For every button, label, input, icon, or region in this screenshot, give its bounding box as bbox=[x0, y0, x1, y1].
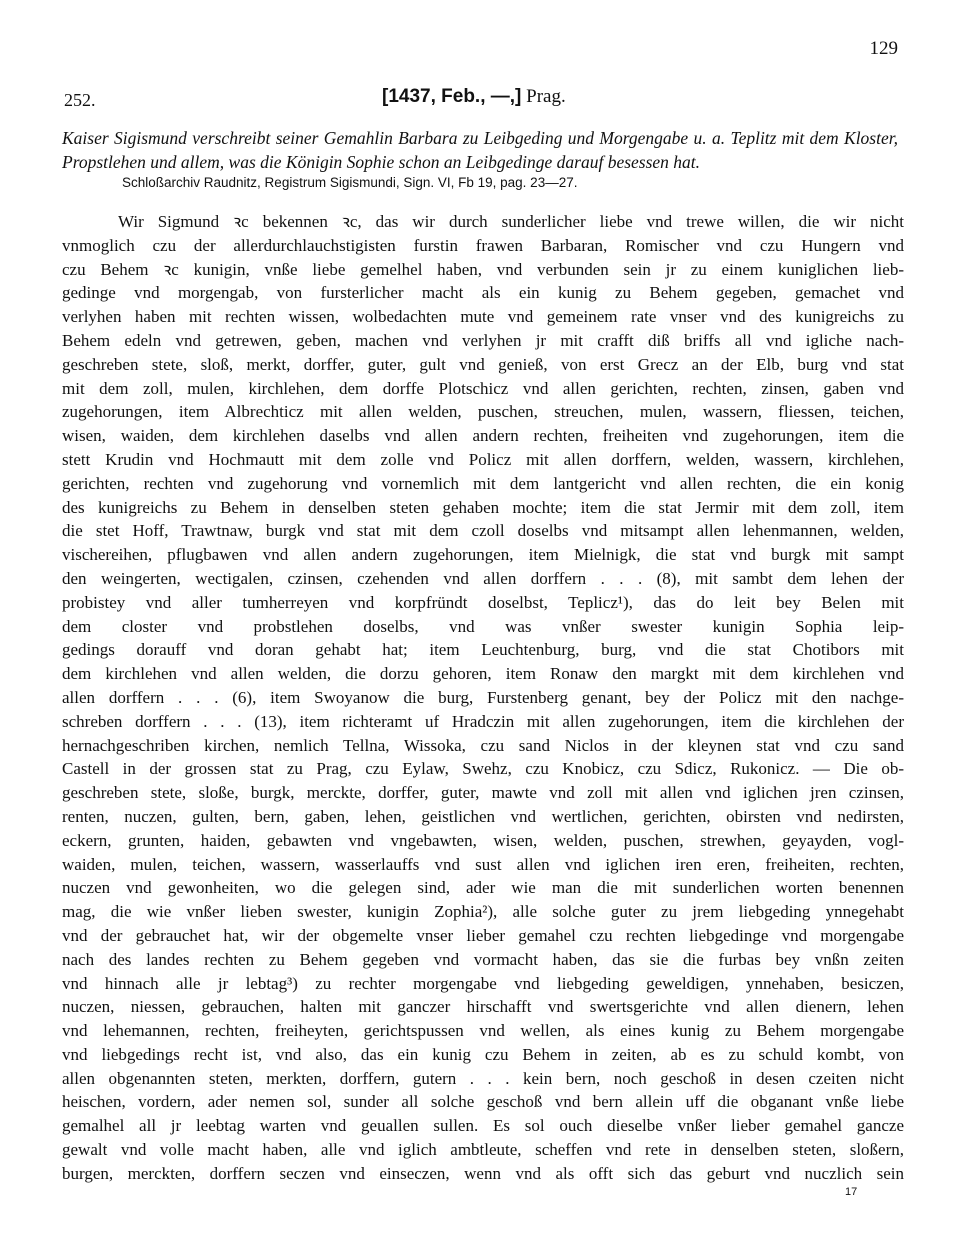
document-number: 252. bbox=[64, 90, 96, 110]
text-line: heischen, vordern, ader nemen sol, sunder all solche geschoß vnd bern allein uff die obganant vnße liebe bbox=[62, 1092, 904, 1112]
text-line: geschreben stete, sloß, merkt, dorffer, guter, gult vnd genieß, von erst Grecz an der Elb, burg vnd stat bbox=[62, 354, 904, 374]
text-line: allen obgenannten steten, merkten, dorffern, gutern . . . kein bern, noch geschoß in desen czeiten nicht bbox=[62, 1068, 904, 1088]
signature-mark: 17 bbox=[845, 1186, 858, 1198]
text-line: den weingerten, wectigalen, czinsen, czehenden vnd allen dorffern . . . (8), mit sambt dem lehen der bbox=[62, 568, 904, 588]
text-line: gedinge vnd morgengab, von fursterlicher macht als ein kunig zu Behem gegeben, gemachet vnd bbox=[62, 283, 904, 303]
text-line: vnd liebgedings recht ist, vnd also, das ein kunig czu Behem in zeiten, ab es zu schuld kombt, von bbox=[62, 1044, 904, 1064]
text-line: vischereihen, pflugbawen vnd allen andern zugehorungen, item Mielnigk, die stat vnd burgk mit sampt bbox=[62, 545, 904, 565]
text-line: nuczen vnd gewonheiten, wo die gelegen sind, ader wie man die mit sunderlichen worten benennen bbox=[62, 878, 904, 898]
text-line: vnd hinnach alle jr lebtag³) zu rechter morgengabe vnd liebgeding geweldigen, ynnehaben, besiczen, bbox=[62, 973, 904, 993]
text-line: czu Behem ꝛc kunigin, vnße liebe gemelhel haben, vnd verbunden sein jr zu einem kuniglichen lieb- bbox=[62, 259, 904, 279]
text-line: eckern, grunten, haiden, gebawten vnd vngebawten, wisen, welden, puschen, strewhen, geyayden, vogl- bbox=[62, 830, 904, 850]
date-line bbox=[382, 86, 566, 108]
text-line: dem kirchlehen vnd allen welden, die dorzu gehoren, item Ronaw den margkt mit dem kirchlehen vnd bbox=[62, 664, 904, 684]
text-line: zugehorungen, item Albrechticz mit allen welden, puschen, streuchen, mulen, wassern, fliessen, teichen, bbox=[62, 402, 904, 422]
text-line: mit dem zoll, mulen, kirchlehen, dem dorffe Plotschicz vnd allen gerichten, rechten, zinsen, gaben vnd bbox=[62, 378, 904, 398]
text-line: gewalt vnd volle macht haben, alle vnd iglich ambtleute, scheffen vnd rete in denselben steten, sloßern, bbox=[62, 1140, 904, 1160]
text-line: nuczen, niessen, gebrauchen, halten mit ganczer hirschafft vnd swertsgerichte vnd allen dienern, lehen bbox=[62, 997, 904, 1017]
text-line: dem closter vnd probstlehen doselbs, vnd was vnßer swester kunigin Sophia leip- bbox=[62, 616, 904, 636]
text-line: verlyhen haben mit rechten wissen, wolbedachten mute vnd gemeinem rate vnser vnd des kunigreichs zu bbox=[62, 307, 904, 327]
text-line: gedings dorauff vnd doran gehabt hat; item Leuchtenburg, burg, vnd die stat Chotibors mit bbox=[62, 640, 904, 660]
date: [1437, Feb., —,] bbox=[382, 86, 522, 107]
text-line: waiden, mulen, teichen, wassern, wasserlauffs vnd sust allen vnd iglichen iren eren, freiheiten, rechten, bbox=[62, 854, 904, 874]
text-line: allen dorffern . . . (6), item Swoyanow die burg, Furstenberg genant, bey der Policz mit den nachge- bbox=[62, 687, 904, 707]
text-line: Castell in der grossen stat zu Prag, czu Eylaw, Swehz, czu Knobicz, czu Sdicz, Rukonicz. — Die ob- bbox=[62, 759, 904, 779]
text-line: vnd lehemannen, rechten, freiheyten, gerichtspussen vnd wellen, als eines kunig zu Behem morgengabe bbox=[62, 1021, 904, 1041]
text-line: hernachgeschriben kirchen, nemlich Tellna, Wissoka, czu sand Niclos in der kleynen stat vnd czu sand bbox=[62, 735, 904, 755]
document-summary: Kaiser Sigismund verschreibt seiner Gemahlin Barbara zu Leibgeding und Morgengabe u. a. Teplitz mit dem Kloster, Propstlehen und allem, was die Königin Sophie schon an Leibgedinge darauf besessen hat. bbox=[62, 128, 898, 172]
text-line: renten, nuczen, gulten, bern, gaben, lehen, geistlichen vnd wertlichen, gerichten, obirsten vnd nedirsten, bbox=[62, 806, 904, 826]
text-line: die stet Hoff, Trawtnaw, burgk vnd stat mit dem czoll doselbs vnd mitsampt allen lehenmannen, welden, bbox=[62, 521, 904, 541]
text-line: burgen, merckten, dorffern seczen vnd einseczen, wenn vnd als offt sich das geburt vnd nuczlich sein bbox=[62, 1163, 904, 1183]
text-line: geschreben stete, sloße, burgk, merckte, dorffer, guter, mawte vnd zoll mit allen vnd iglichen jren czinsen, bbox=[62, 783, 904, 803]
text-line: mag, die wie vnßer lieben swester, kunigin Zophia²), alle solche guter zu jrem liebgeding ynnegehabt bbox=[62, 902, 904, 922]
body-text bbox=[62, 210, 904, 1186]
source-citation: Schloßarchiv Raudnitz, Registrum Sigismundi, Sign. VI, Fb 19, pag. 23—27. bbox=[122, 175, 578, 190]
text-line: vnmoglich czu der allerdurchlauchstigisten furstin frawen Barbaran, Romischer vnd czu Hungern vnd bbox=[62, 235, 904, 255]
page-number: 129 bbox=[869, 38, 898, 59]
text-line: schreben dorffern . . . (13), item richteramt uf Hradczin mit allen zugehorungen, item die kirchlehen der bbox=[62, 711, 904, 731]
text-line: Behem edeln vnd getrewen, geben, machen vnd verlyhen jr mit crafft diß briffs all vnd igliche nach- bbox=[62, 330, 904, 350]
text-line: gemalhel all jr leebtag warten vnd geuallen sullen. Es sol ouch dieselbe vnßer lieber gemahel gancze bbox=[62, 1116, 904, 1136]
text-line: Wir Sigmund ꝛc bekennen ꝛc, das wir durch sunderlicher liebe vnd trewe willen, die wir nicht bbox=[118, 212, 904, 231]
text-line: probistey vnd aller tumherreyen vnd korpfründt doselbst, Teplicz¹), das do leit bey Belen mit bbox=[62, 592, 904, 612]
text-line: des kunigreichs zu Behem in denselben steten gehaben mochte; item die stat Jermir mit dem zoll, item bbox=[62, 497, 904, 517]
document-header bbox=[64, 86, 898, 114]
text-line: stett Krudin vnd Hochmautt mit dem zolle vnd Policz mit allen dorffern, welden, wassern, kirchlehen, bbox=[62, 449, 904, 469]
place: Prag. bbox=[526, 86, 566, 107]
text-line: gerichten, rechten vnd zugehorung vnd vornemlich mit dem lantgericht vnd allen rechten, die ein konig bbox=[62, 473, 904, 493]
text-line: wisen, waiden, dem kirchlehen daselbs vnd allen andern rechten, freiheiten vnd zugehorungen, item die bbox=[62, 426, 904, 446]
text-line: nach des landes rechten zu Behem gegeben vnd vormacht haben, das sie die furbas bey vnßn zeiten bbox=[62, 949, 904, 969]
text-line: vnd der gebrauchet hat, wir der obgemelte vnser lieber gemahel czu rechten liebgedinge vnd morgengabe bbox=[62, 925, 904, 945]
